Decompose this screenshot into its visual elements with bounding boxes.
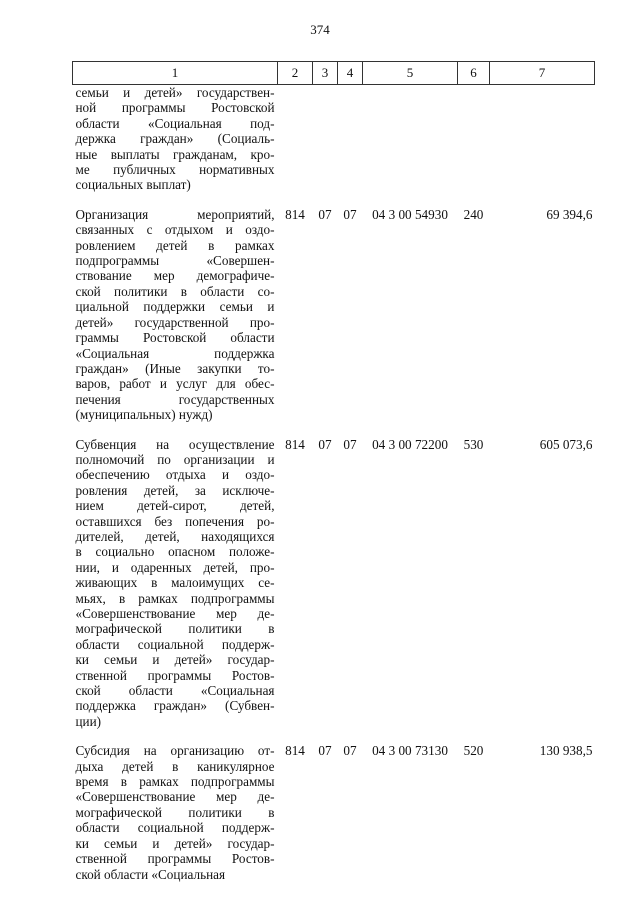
row-description xyxy=(73,743,278,896)
description-line: подпрограммы «Совершен- xyxy=(75,253,275,269)
row-description xyxy=(73,85,278,207)
amount-value: 130 938,5 xyxy=(539,743,593,759)
description-line: в социально опасном положе- xyxy=(75,544,275,560)
description-line: нием детей-сирот, детей, xyxy=(75,498,275,514)
section-code: 07 xyxy=(318,206,332,222)
target-article-code: 04 3 00 54930 xyxy=(372,206,448,222)
subsection-code: 07 xyxy=(343,206,357,222)
description-line: ской политики в области со- xyxy=(75,283,275,299)
description-line: варов, работ и услуг для обес- xyxy=(75,376,275,392)
ministry-code: 814 xyxy=(285,206,305,222)
subsection-code xyxy=(338,85,363,207)
description-line: мографической политики в xyxy=(75,804,275,820)
description-line: ные выплаты гражданам, кро- xyxy=(75,146,275,162)
description-line: ственной программы Ростов- xyxy=(75,667,275,683)
ministry-code: 814 xyxy=(285,436,305,452)
table-row xyxy=(73,743,595,896)
description-line: ской области «Социальная xyxy=(75,866,226,882)
description-line: мографической политики в xyxy=(75,621,275,637)
description-line: полномочий по организации и xyxy=(75,451,275,467)
ministry-code: 814 xyxy=(285,743,305,759)
header-row xyxy=(73,62,595,85)
subsection-code: 07 xyxy=(343,436,357,452)
column-header: 2 xyxy=(278,62,313,85)
description-line: ме публичных нормативных xyxy=(75,162,275,178)
amount-value: 605 073,6 xyxy=(539,436,593,452)
amount-value: 69 394,6 xyxy=(546,206,593,222)
description-line: Субвенция на осуществление xyxy=(75,436,275,452)
column-header: 5 xyxy=(363,62,458,85)
target-article-code: 04 3 00 72200 xyxy=(372,436,448,452)
description-line: обеспечению отдыха и оздо- xyxy=(75,467,275,483)
description-line: связанных с отдыхом и оздо- xyxy=(75,222,275,238)
description-line: время в рамках подпрограммы xyxy=(75,774,275,790)
column-header: 4 xyxy=(338,62,363,85)
subsection-code: 07 xyxy=(343,743,357,759)
description-line: ствование мер демографиче- xyxy=(75,268,275,284)
description-line: циальной поддержки семьи и xyxy=(75,299,275,315)
description-line: нии, и одаренных детей, про- xyxy=(75,559,275,575)
row-description xyxy=(73,207,278,437)
table-row xyxy=(73,207,595,437)
description-line: мьях, в рамках подпрограммы xyxy=(75,590,275,606)
description-line: «Совершенствование мер де- xyxy=(75,789,275,805)
description-line: области «Социальная под- xyxy=(75,115,275,131)
description-line: ровлением детей в рамках xyxy=(75,237,275,253)
description-line: граждан» (Иные закупки то- xyxy=(75,360,275,376)
description-line: области социальной поддерж- xyxy=(75,636,275,652)
description-line: детей» государственной про- xyxy=(75,314,275,330)
description-line: Субсидия на организацию от- xyxy=(75,743,275,759)
description-line: дыха детей в каникулярное xyxy=(75,758,275,774)
section-code: 07 xyxy=(318,743,332,759)
description-line: держка граждан» (Социаль- xyxy=(75,131,275,147)
table-row xyxy=(73,85,595,207)
description-line: «Совершенствование мер де- xyxy=(75,606,275,621)
description-line: ки семьи и детей» государ- xyxy=(75,835,275,851)
expense-type-code: 520 xyxy=(463,743,484,759)
description-line: семьи и детей» государствен- xyxy=(75,85,275,100)
description-line: ровления детей, за исключе- xyxy=(75,482,275,498)
description-line: социальных выплат) xyxy=(75,177,191,193)
description-line: оставшихся без попечения ро- xyxy=(75,513,275,529)
table-row xyxy=(73,437,595,744)
description-line: (муниципальных) нужд) xyxy=(75,407,213,423)
row-description xyxy=(73,437,278,744)
table-header xyxy=(73,62,595,85)
expense-type-code: 240 xyxy=(463,206,484,222)
description-line: печения государственных xyxy=(75,391,275,407)
description-line: граммы Ростовской области xyxy=(75,330,275,346)
description-line: поддержка граждан» (Субвен- xyxy=(75,698,275,714)
page-number: 374 xyxy=(310,22,330,37)
section-code: 07 xyxy=(318,436,332,452)
description-line: ственной программы Ростов- xyxy=(75,851,275,867)
description-line: ки семьи и детей» государ- xyxy=(75,652,275,668)
section-code xyxy=(313,85,338,207)
expense-type-code xyxy=(458,85,490,207)
column-header: 7 xyxy=(490,62,595,85)
description-line: «Социальная поддержка xyxy=(75,345,275,361)
description-line: области социальной поддерж- xyxy=(75,820,275,836)
table-body xyxy=(73,85,595,896)
description-line: ции) xyxy=(75,713,102,729)
ministry-code xyxy=(278,85,313,207)
target-article-code xyxy=(363,85,458,207)
amount-value xyxy=(490,85,595,207)
column-header: 1 xyxy=(73,62,278,85)
description-line: Организация мероприятий, xyxy=(75,206,275,222)
description-line: ской области «Социальная xyxy=(75,683,275,699)
description-line: дителей, детей, находящихся xyxy=(75,528,275,544)
expense-type-code: 530 xyxy=(463,436,484,452)
description-line: ной программы Ростовской xyxy=(75,100,275,116)
budget-table xyxy=(72,61,595,896)
description-line: живающих в малоимущих се- xyxy=(75,575,275,591)
column-header: 6 xyxy=(458,62,490,85)
column-header: 3 xyxy=(313,62,338,85)
target-article-code: 04 3 00 73130 xyxy=(372,743,448,759)
